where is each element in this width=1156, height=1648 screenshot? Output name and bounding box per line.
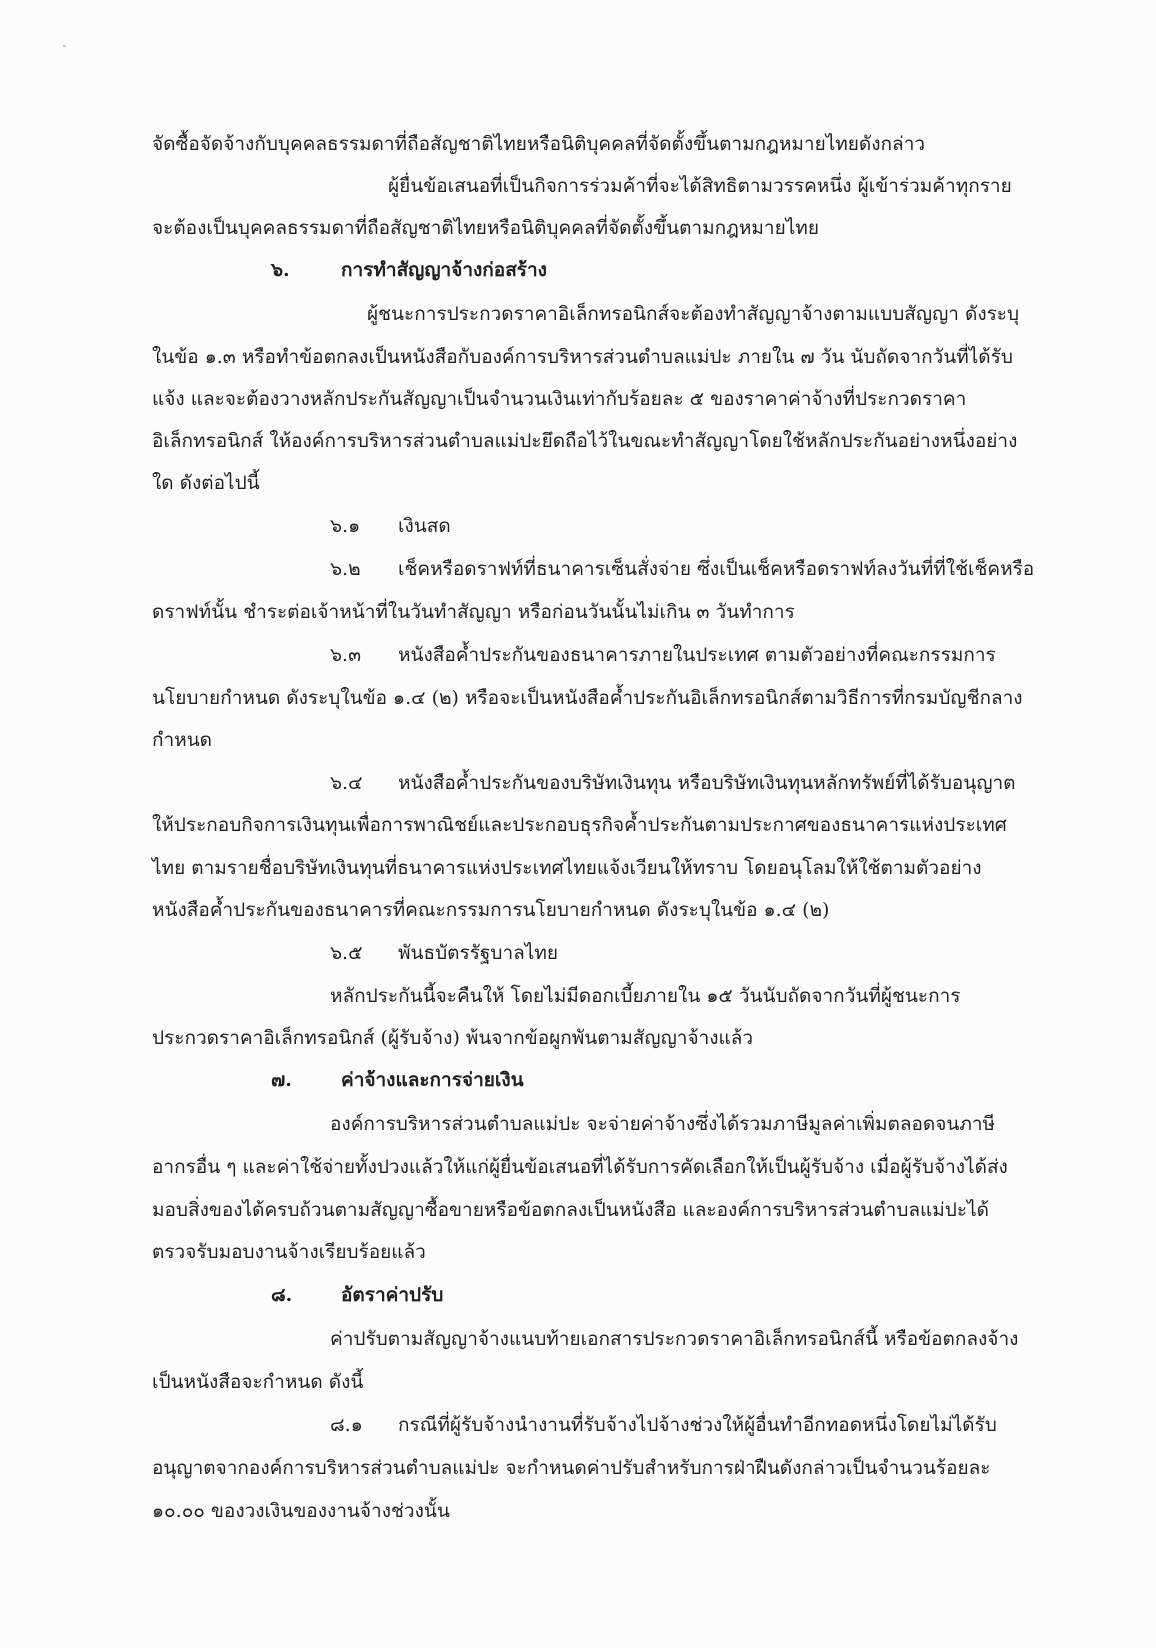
paragraph-line: ให้ประกอบกิจการเงินทุนเพื่อการพาณิชย์และประกอบธุรกิจค้ำประกันตามประกาศของธนาคารแห่งประเทศ <box>152 814 1007 836</box>
paragraph-line: ไทย ตามรายชื่อบริษัทเงินทุนที่ธนาคารแห่งประเทศไทยแจ้งเวียนให้ทราบ โดยอนุโลมให้ใช้ตามตัวอย่าง <box>152 857 982 879</box>
section-heading-8 <box>271 1282 443 1308</box>
section-heading-7 <box>271 1067 524 1093</box>
sub-item-6-4 <box>330 770 1016 796</box>
sub-item-text: พันธบัตรรัฐบาลไทย <box>398 942 558 964</box>
section-number: ๗. <box>271 1069 292 1091</box>
paragraph-line: ในข้อ ๑.๓ หรือทำข้อตกลงเป็นหนังสือกับองค์การบริหารส่วนตำบลแม่ปะ ภายใน ๗ วัน นับถัดจากวันที่ได้รับ <box>152 346 1013 368</box>
paragraph-line: อากรอื่น ๆ และค่าใช้จ่ายทั้งปวงแล้วให้แก่ผู้ยื่นข้อเสนอที่ได้รับการคัดเลือกให้เป็นผู้รับจ้าง เมื่อผู้รับจ้างได้ส่ง <box>152 1156 1008 1178</box>
sub-item-number: ๖.๕ <box>330 942 363 964</box>
paragraph-line: ผู้ชนะการประกวดราคาอิเล็กทรอนิกส์จะต้องทำสัญญาจ้างตามแบบสัญญา ดังระบุ <box>367 303 1020 325</box>
paragraph-line: กำหนด <box>152 729 213 751</box>
paragraph-line: จะต้องเป็นบุคคลธรรมดาที่ถือสัญชาติไทยหรือนิติบุคคลที่จัดตั้งขึ้นตามกฎหมายไทย <box>152 217 819 239</box>
paragraph-line: ผู้ยื่นข้อเสนอที่เป็นกิจการร่วมค้าที่จะได้สิทธิตามวรรคหนึ่ง ผู้เข้าร่วมค้าทุกราย <box>388 175 1012 197</box>
paragraph-line: หลักประกันนี้จะคืนให้ โดยไม่มีดอกเบี้ยภายใน ๑๕ วันนับถัดจากวันที่ผู้ชนะการ <box>330 985 961 1007</box>
paragraph-line: มอบสิ่งของได้ครบถ้วนตามสัญญาซื้อขายหรือข้อตกลงเป็นหนังสือ และองค์การบริหารส่วนตำบลแม่ปะได้ <box>152 1199 989 1221</box>
sub-item-6-3 <box>330 642 996 668</box>
scan-speck <box>63 45 66 47</box>
paragraph-line: ตรวจรับมอบงานจ้างเรียบร้อยแล้ว <box>152 1241 426 1263</box>
paragraph-line: ประกวดราคาอิเล็กทรอนิกส์ (ผู้รับจ้าง) พ้นจากข้อผูกพันตามสัญญาจ้างแล้ว <box>152 1027 754 1049</box>
sub-item-text: หนังสือค้ำประกันของบริษัทเงินทุน หรือบริษัทเงินทุนหลักทรัพย์ที่ได้รับอนุญาต <box>398 772 1016 794</box>
sub-item-text: เงินสด <box>398 515 451 537</box>
paragraph-line: ดราฟท์นั้น ชำระต่อเจ้าหน้าที่ในวันทำสัญญา หรือก่อนวันนั้นไม่เกิน ๓ วันทำการ <box>152 601 795 623</box>
paragraph-line: ใด ดังต่อไปนี้ <box>152 472 260 494</box>
sub-item-number: ๖.๑ <box>330 515 361 537</box>
paragraph-line: อนุญาตจากองค์การบริหารส่วนตำบลแม่ปะ จะกำหนดค่าปรับสำหรับการฝ่าฝืนดังกล่าวเป็นจำนวนร้อยละ <box>152 1457 991 1479</box>
section-title: การทำสัญญาจ้างก่อสร้าง <box>341 259 547 281</box>
sub-item-number: ๖.๒ <box>330 558 361 580</box>
paragraph-line: ๑๐.๐๐ ของวงเงินของงานจ้างช่วงนั้น <box>152 1500 450 1522</box>
sub-item-8-1 <box>330 1412 997 1438</box>
paragraph-line: ค่าปรับตามสัญญาจ้างแนบท้ายเอกสารประกวดราคาอิเล็กทรอนิกส์นี้ หรือข้อตกลงจ้าง <box>330 1328 1019 1350</box>
section-heading-6 <box>271 257 547 283</box>
paragraph-line: อิเล็กทรอนิกส์ ให้องค์การบริหารส่วนตำบลแม่ปะยึดถือไว้ในขณะทำสัญญาโดยใช้หลักประกันอย่างหนึ่งอย่าง <box>152 430 1018 452</box>
sub-item-number: ๖.๔ <box>330 772 363 794</box>
section-title: ค่าจ้างและการจ่ายเงิน <box>341 1069 524 1091</box>
section-title: อัตราค่าปรับ <box>341 1284 444 1306</box>
sub-item-6-1 <box>330 513 451 539</box>
paragraph-line: นโยบายกำหนด ดังระบุในข้อ ๑.๔ (๒) หรือจะเป็นหนังสือค้ำประกันอิเล็กทรอนิกส์ตามวิธีการที่กรมบัญชีกลาง <box>152 687 1023 709</box>
paragraph-line: แจ้ง และจะต้องวางหลักประกันสัญญาเป็นจำนวนเงินเท่ากับร้อยละ ๕ ของราคาค่าจ้างที่ประกวดราคา <box>152 388 967 410</box>
sub-item-number: ๖.๓ <box>330 644 362 666</box>
sub-item-number: ๘.๑ <box>330 1414 363 1436</box>
paragraph-line: จัดซื้อจัดจ้างกับบุคคลธรรมดาที่ถือสัญชาติไทยหรือนิติบุคคลที่จัดตั้งขึ้นตามกฎหมายไทยดังกล่าว <box>152 133 926 155</box>
paragraph-line: หนังสือค้ำประกันของธนาคารที่คณะกรรมการนโยบายกำหนด ดังระบุในข้อ ๑.๔ (๒) <box>152 899 830 921</box>
sub-item-6-5 <box>330 940 558 966</box>
sub-item-text: หนังสือค้ำประกันของธนาคารภายในประเทศ ตามตัวอย่างที่คณะกรรมการ <box>398 644 996 666</box>
sub-item-text: เช็คหรือดราฟท์ที่ธนาคารเซ็นสั่งจ่าย ซึ่งเป็นเช็คหรือดราฟท์ลงวันที่ที่ใช้เช็คหรือ <box>398 558 1035 580</box>
paragraph-line: เป็นหนังสือจะกำหนด ดังนี้ <box>152 1371 364 1393</box>
paragraph-line: องค์การบริหารส่วนตำบลแม่ปะ จะจ่ายค่าจ้างซึ่งได้รวมภาษีมูลค่าเพิ่มตลอดจนภาษี <box>330 1113 996 1135</box>
section-number: ๘. <box>271 1284 293 1306</box>
sub-item-6-2 <box>330 556 1034 582</box>
section-number: ๖. <box>271 259 290 281</box>
sub-item-text: กรณีที่ผู้รับจ้างนำงานที่รับจ้างไปจ้างช่วงให้ผู้อื่นทำอีกทอดหนึ่งโดยไม่ได้รับ <box>398 1414 997 1436</box>
